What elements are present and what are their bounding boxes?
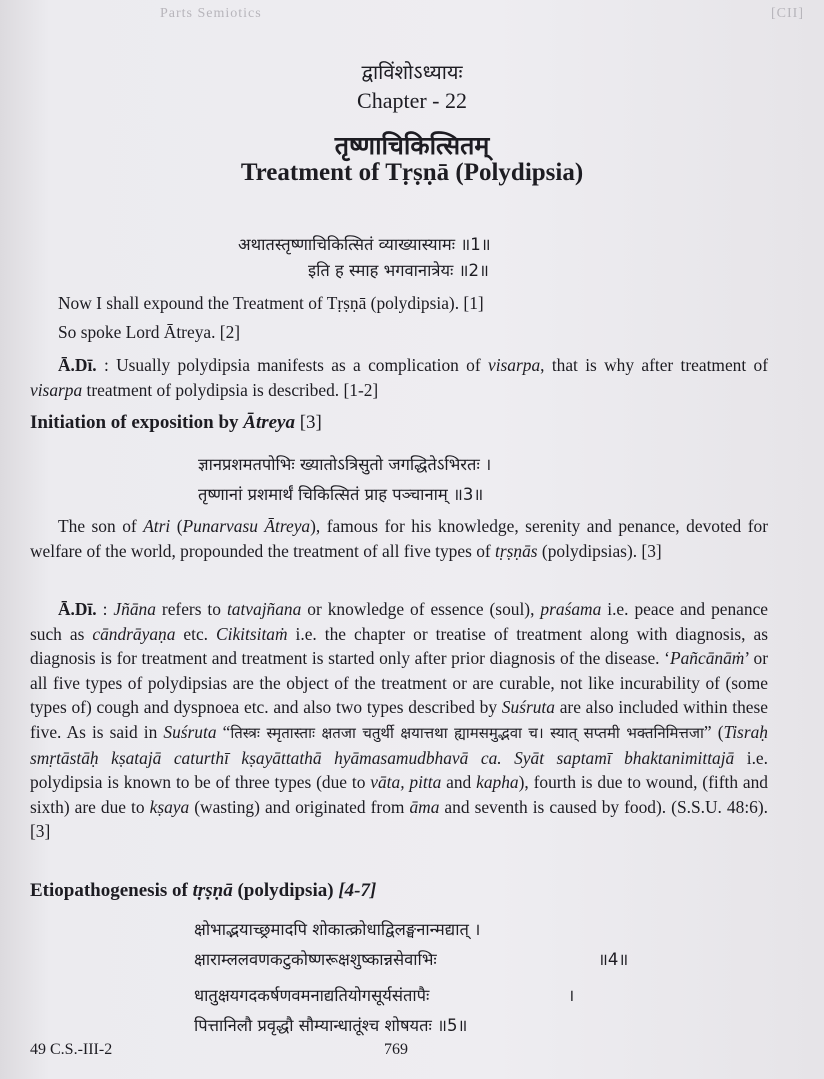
section-heading-initiation: Initiation of exposition by Ātreya [3]: [30, 412, 322, 433]
treatise-title-english: Treatment of Tṛṣṇā (Polydipsia): [240, 159, 584, 186]
verse-4-number: ॥4॥: [598, 950, 629, 969]
verse-1-line-1: अथातस्तृष्णाचिकित्सितं व्याख्यास्यामः ॥1॥: [238, 235, 491, 254]
susruta-quote-sanskrit: तिस्त्रः स्मृतास्ताः क्षतजा चतुर्थी क्षयात्तथा ह्यामसमुद्भवा च। स्यात् सप्तमी भक्तनिमित्तजा: [230, 723, 704, 742]
translation-1: Now I shall expound the Treatment of Tṛṣṇā (polydipsia). [1]: [58, 293, 484, 313]
bleed-header-left: Parts Semiotics: [160, 6, 262, 21]
translation-3: The son of Atri (Punarvasu Ātreya), famous for his knowledge, serenity and penance, devoted for welfare of the world, propounded the treatment of all five types of tṛṣṇās (polydipsias). [3]: [30, 516, 768, 561]
chapter-title-sanskrit: द्वाविंशोऽध्यायः: [361, 60, 463, 84]
verse-4-line-2: क्षाराम्ललवणकटुकोष्णरूक्षशुष्कान्नसेवाभिः: [194, 950, 437, 969]
verse-3-line-1: ज्ञानप्रशमतपोभिः ख्यातोऽत्रिसुतो जगद्धितेऽभिरतः ।: [198, 455, 492, 474]
verse-1-line-2: इति ह स्माह भगवानात्रेयः ॥2॥: [308, 261, 489, 280]
section-heading-etiopathogenesis: Etiopathogenesis of tṛṣṇā (polydipsia) [4-7]: [30, 880, 377, 901]
chapter-number: Chapter - 22: [357, 88, 467, 113]
commentary-1: Ā.Dī. : Usually polydipsia manifests as a complication of visarpa, that is why after treatment of visarpa treatment of polydipsia is described. [1-2]: [30, 355, 768, 400]
verse-3-line-2: तृष्णानां प्रशमार्थं चिकित्सितं प्राह पञ्चानाम् ॥3॥: [198, 485, 484, 504]
verse-4-line-1: क्षोभाद्भयाच्छ्रमादपि शोकात्क्रोधाद्विलङ्घनान्मद्यात् ।: [194, 920, 481, 939]
signature-mark: 49 C.S.-III-2: [30, 1041, 113, 1058]
verse-5-line-1: धातुक्षयगदकर्षणवमनाद्यतियोगसूर्यसंतापैः: [194, 986, 430, 1005]
treatise-title-sanskrit: तृष्णाचिकित्सितम्: [334, 131, 490, 160]
verse-5-line-2: पित्तानिलौ प्रवृद्धौ सौम्यान्धातूंश्च शोषयतः ॥5॥: [194, 1016, 468, 1035]
translation-2: So spoke Lord Ātreya. [2]: [58, 322, 241, 342]
bleed-header-right: [CII]: [771, 6, 804, 21]
page-number: 769: [384, 1041, 408, 1058]
verse-5-danda: ।: [568, 986, 575, 1005]
commentary-3: Ā.Dī. : Jñāna refers to tatvajñana or knowledge of essence (soul), praśama i.e. peace and penance such as cāndrāyaṇa etc. Cikitsitaṁ i.e. the chapter or treatise of treatment along with diagnosis, as diagnosis is for treatment and treatment is started only after prior diagnosis of the disease. ‘Pañcānāṁ’ or all five types of polydipsias are the object of the treatment or are curable, not like incurability of (some types of) cough and dyspnoea etc. and also two types described by Suśruta are also included within these five. As is said in Suśruta “तिस्त्रः स्मृतास्ताः क्षतजा चतुर्थी क्षयात्तथा ह्यामसमुद्भवा च। स्यात् सप्तमी भक्तनिमित्तजा” (Tisraḥ smṛtāstāḥ kṣatajā caturthī kṣayāttathā hyāmasamudbhavā ca. Syāt saptamī bhaktanimittajā i.e. polydipsia is known to be of three types (due to vāta, pitta and kapha), fourth is due to wound, (fifth and sixth) are due to kṣaya (wasting) and originated from āma and seventh is caused by food). (S.S.U. 48:6). [3]: [30, 599, 769, 842]
